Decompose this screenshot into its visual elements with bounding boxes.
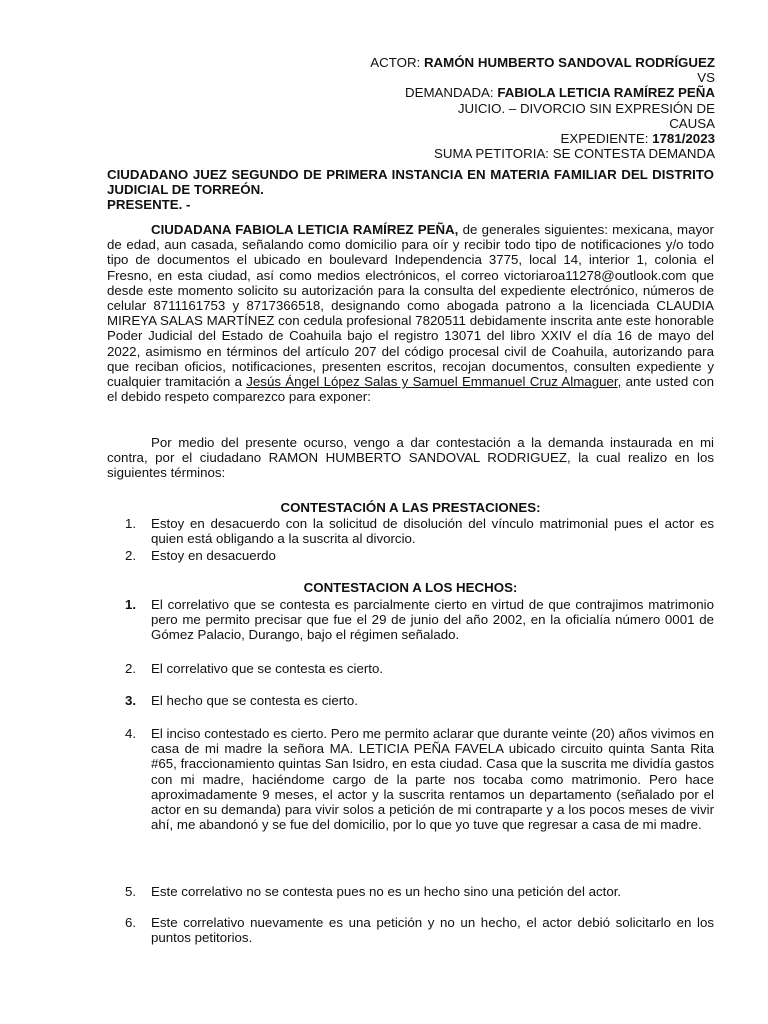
actor-name: RAMÓN HUMBERTO SANDOVAL RODRÍGUEZ	[423, 55, 715, 70]
authorized-persons: Jesús Ángel López Salas y Samuel Emmanuel Cruz Almaguer,	[246, 374, 622, 390]
case-header	[330, 55, 715, 161]
demandada-line: DEMANDADA: FABIOLA LETICIA RAMÍREZ PEÑA	[404, 85, 715, 101]
hecho-item: 1. El correlativo que se contesta es parcialmente cierto en virtud de que contrajimos matrimonio pero me permito precisar que fue el 29 de junio del año 2002, en la oficialía número 0001 de Gómez Palacio, Durango, bajo el régimen señalado.	[125, 597, 714, 643]
addressee-block	[107, 167, 714, 213]
addressee-presente: PRESENTE. -	[107, 197, 191, 213]
hecho-item: 5. Este correlativo no se contesta pues no es un hecho sino una petición del actor.	[125, 884, 622, 899]
expediente-number: 1781/2023	[652, 131, 715, 147]
juicio-line-2: CAUSA	[669, 115, 715, 131]
expediente-line: EXPEDIENTE: 1781/2023	[560, 131, 715, 147]
hecho-item: 6. Este correlativo nuevamente es una petición y no un hecho, el actor debió solicitarlo en los puntos petitorios.	[125, 915, 714, 946]
hecho-item: 4. El inciso contestado es cierto. Pero me permito aclarar que durante veinte (20) años vivimos en casa de mi madre la señora MA. LETICIA PEÑA FAVELA ubicado circuito quinta Santa Rita #65, fraccionamiento quintas San Isidro, en esta ciudad. Casa que la suscrita me dividía gastos con mi madre, haciéndome cargo de la parte nos tocaba como matrimonio. Pero hace aproximadamente 9 meses, el actor y la suscrita rentamos un departamento (señalado por el actor en su demanda) para vivir solos a petición de mi contraparte y a los pocos meses de vivir ahí, me abandonó y se fue del domicilio, por lo que yo tuve que regresar a casa de mi madre.	[125, 726, 714, 833]
response-intro-paragraph: Por medio del presente ocurso, vengo a dar contestación a la demanda instaurada en mi contra, por el ciudadano RAMON HUMBERTO SANDOVAL RODRIGUEZ, la cual realizo en los siguientes términos:	[107, 435, 714, 481]
versus-line: VS	[697, 70, 715, 86]
juicio-line-1: JUICIO. – DIVORCIO SIN EXPRESIÓN DE	[457, 100, 715, 116]
intro-paragraph: CIUDADANA FABIOLA LETICIA RAMÍREZ PEÑA, de generales siguientes: mexicana, mayor de edad, aun casada, señalando como domicilio para oír y recibir todo tipo de notificaciones y/o todo tipo de documentos el ubicado en boulevard Independencia 3775, local 14, interior 1, colonia el Fresno, en esta ciudad, así como medios electrónicos, el correo victoriaroa11278@outlook.com que desde este momento solicito su autorización para la consulta del expediente electrónico, números de celular 8711161753 y 8717366518, designando como abogada patrono a la licenciada CLAUDIA MIREYA SALAS MARTÍNEZ con cedula profesional 7820511 debidamente inscrita ante este honorable Poder Judicial del Estado de Coahuila bajo el registro 13071 del libro XXIV el día 16 de mayo del 2022, asimismo en términos del artículo 207 del código procesal civil de Coahuila, autorizando para que reciban oficios, notificaciones, presenten escritos, recojan documentos, consulten expediente y cualquier tramitación a Jesús Ángel López Salas y Samuel Emmanuel Cruz Almaguer, ante usted con el debido respeto comparezco para exponer:	[107, 222, 714, 405]
plaintiff-name: CIUDADANA FABIOLA LETICIA RAMÍREZ PEÑA,	[151, 222, 459, 237]
addressee-judge: CIUDADANO JUEZ SEGUNDO DE PRIMERA INSTANCIA EN MATERIA FAMILIAR DEL DISTRITO JUDICIAL DE TORREÓN.	[107, 167, 714, 198]
hechos-title: CONTESTACION A LOS HECHOS:	[303, 580, 518, 595]
hecho-item: 3. El hecho que se contesta es cierto.	[125, 693, 358, 708]
prestaciones-title: CONTESTACIÓN A LAS PRESTACIONES:	[280, 500, 541, 515]
hecho-item: 2. El correlativo que se contesta es cierto.	[125, 661, 384, 676]
prestacion-item: 1. Estoy en desacuerdo con la solicitud de disolución del vínculo matrimonial pues el actor es quien está obligando a la suscrita al divorcio.	[125, 516, 714, 547]
prestacion-item: 2. Estoy en desacuerdo	[125, 548, 276, 563]
actor-line: ACTOR: RAMÓN HUMBERTO SANDOVAL RODRÍGUEZ	[370, 55, 715, 70]
demandada-name: FABIOLA LETICIA RAMÍREZ PEÑA	[497, 85, 715, 101]
suma-petitoria-line: SUMA PETITORIA: SE CONTESTA DEMANDA	[433, 146, 715, 162]
